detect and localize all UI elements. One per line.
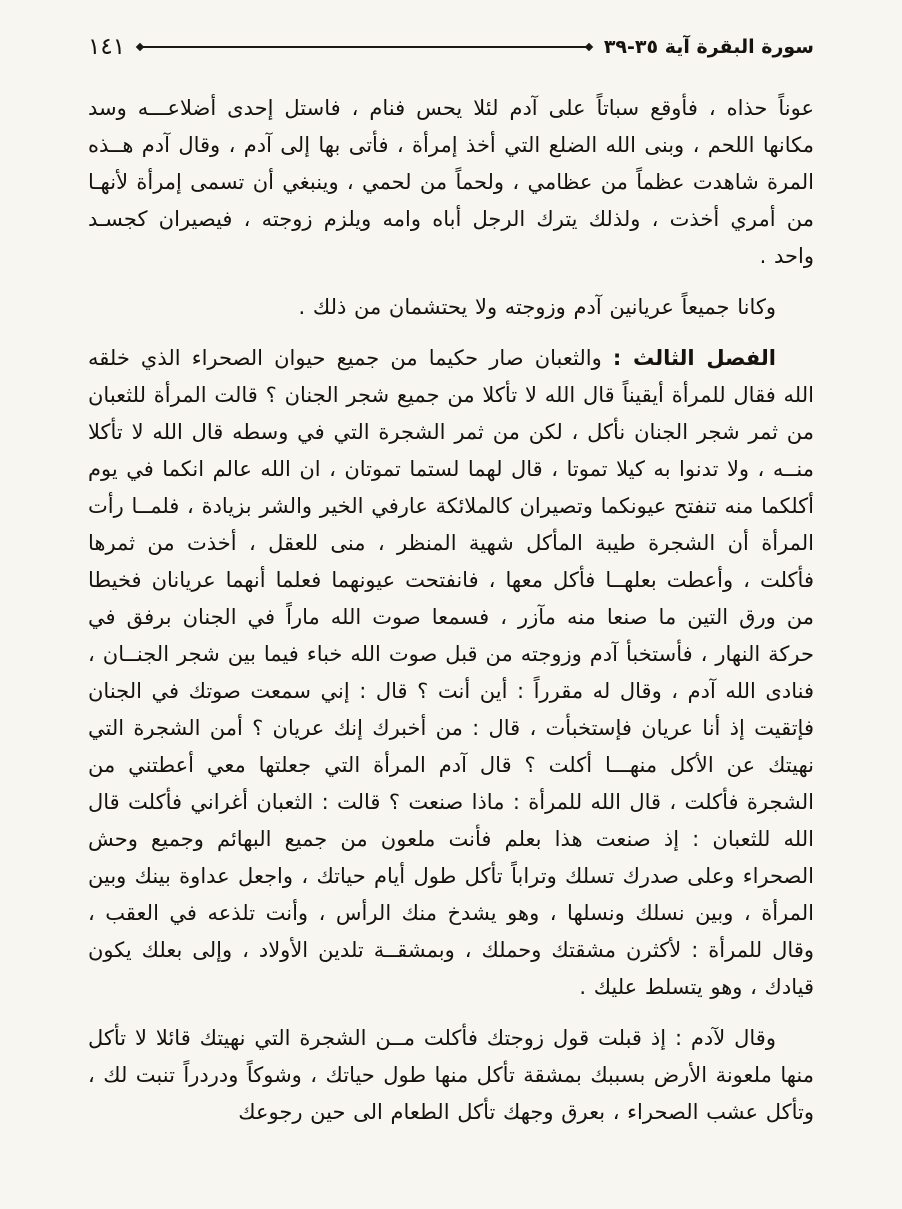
section-heading: الفصل الثالث : bbox=[612, 346, 777, 370]
paragraph-text: والثعبان صار حكيما من جميع حيوان الصحراء الذي خلقه الله فقال للمرأة أيقيناً قال الله لا تأكلا من جميع شجر الجنان ؟ قالت المرأة للثعبان من ثمر شجر الجنان نأكل ، لكن من ثمر الشجرة التي في وسطه قال الله لا تأكلا منــه ، ولا تدنوا به كيلا تموتا ، قال لهما لستما تموتان ، ان الله عالم انكما في يوم أكلكما منه تنفتح عيونكما وتصيران كالملائكة عارفي الخير والشر بزيادة ، فلمــا رأت المرأة أن الشجرة طيبة المأكل شهية المنظر ، منى للعقل ، أخذت من ثمرها فأكلت ، وأعطت بعلهــا فأكل معها ، فانفتحت عيونهما فعلما أنهما عريانان فخيطا من ورق التين ما صنعا منه مآزر ، فسمعا صوت الله ماراً في الجنان برفق في حركة النهار ، فأستخبأ آدم وزوجته من قبل صوت الله خباء فيما بين شجر الجنــان ، فنادى الله آدم ، وقال له مقرراً : أين أنت ؟ قال : إني سمعت صوتك في الجنان فإتقيت إذ أنا عريان فإستخبأت ، قال : من أخبرك إنك عريان ؟ أمن الشجرة التي نهيتك عن الأكل منهـــا أكلت ؟ قال آدم المرأة التي جعلتها معي أعطتني من الشجرة فأكلت ، قال الله للمرأة : ماذا صنعت ؟ قالت : الثعبان أغراني فأكلت قال الله للثعبان : إذ صنعت هذا بعلم فأنت ملعون من جميع البهائم وجميع وحش الصحراء وعلى صدرك تسلك وتراباً تأكل طول أيام حياتك ، واجعل عداوة بينك وبين المرأة ، وبين نسلك ونسلها ، وهو يشدخ منك الرأس ، وأنت تلذعه في العقب ، وقال للمرأة : لأكثرن مشقتك وحملك ، وبمشقــة تلدين الأولاد ، وإلى بعلك يكون قيادك ، وهو يتسلط عليك . bbox=[88, 346, 814, 999]
page-header bbox=[88, 30, 814, 64]
paragraph bbox=[88, 90, 814, 275]
paragraph-text: وكانا جميعاً عريانين آدم وزوجته ولا يحتشمان من ذلك . bbox=[298, 295, 776, 319]
paragraph-text: عوناً حذاه ، فأوقع سباتاً على آدم لئلا يحس فنام ، فاستل إحدى أضلاعـــه وسد مكانها اللحم ، وبنى الله الضلع التي أخذ إمرأة ، فأتى بها إلى آدم ، وقال آدم هــذه المرة شاهدت عظماً من عظامي ، ولحماً من لحمي ، وينبغي أن تسمى إمرأة لأنهـا من أمري أخذت ، ولذلك يترك الرجل أباه وامه ويلزم زوجته ، فيصيران كجسـد واحد . bbox=[88, 96, 814, 268]
header-rule-divider bbox=[139, 46, 590, 48]
paragraph-text: وقال لآدم : إذ قبلت قول زوجتك فأكلت مــن الشجرة التي نهيتك قائلا لا تأكل منها ملعونة الأرض بسببك بمشقة تأكل منها طول حياتك ، وشوكاً ودردراً تنبت لك ، وتأكل عشب الصحراء ، بعرق وجهك تأكل الطعام الى حين رجوعك bbox=[88, 1026, 814, 1124]
paragraph bbox=[88, 340, 814, 1006]
paragraph bbox=[88, 1020, 814, 1131]
chapter-verse-heading: سورة البقرة آية ٣٥-٣٩ bbox=[603, 36, 814, 58]
paragraph bbox=[88, 289, 814, 326]
page-number: ١٤١ bbox=[88, 34, 126, 60]
body-text bbox=[88, 90, 814, 1131]
